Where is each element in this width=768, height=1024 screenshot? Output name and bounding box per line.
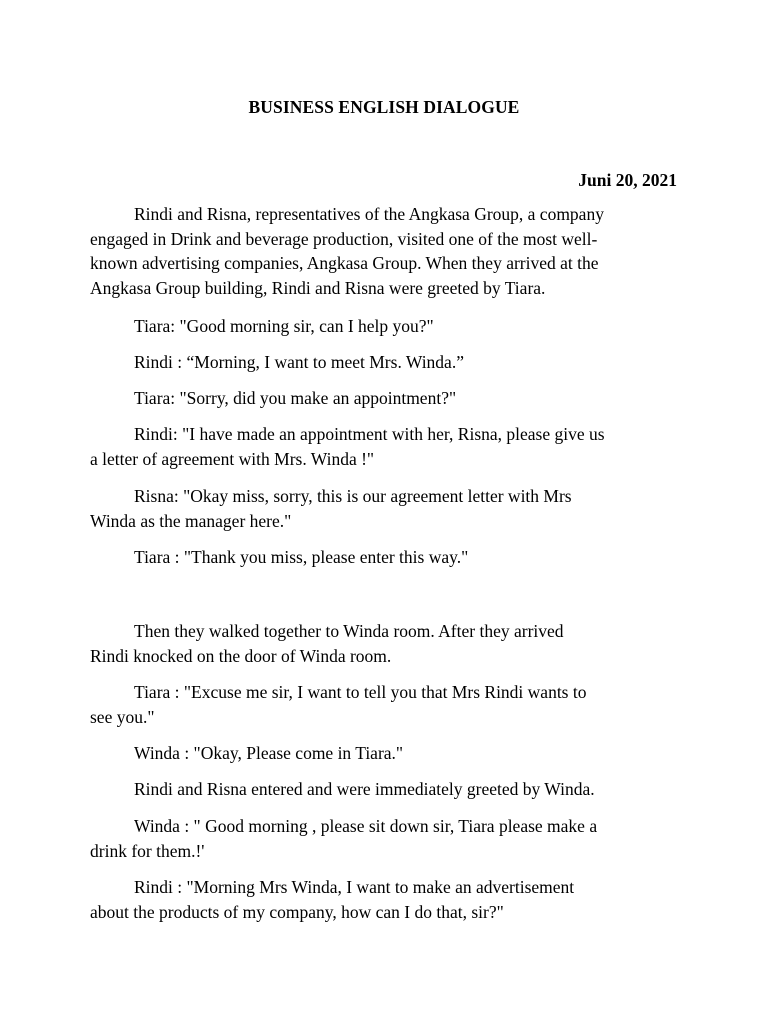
narrative-paragraph <box>90 202 710 300</box>
paragraph-line: Tiara: "Sorry, did you make an appointment?" <box>134 388 457 408</box>
dialogue-line <box>90 545 710 570</box>
paragraph-line: Winda : " Good morning , please sit down sir, Tiara please make a <box>134 816 598 836</box>
document-date: Juni 20, 2021 <box>578 170 677 190</box>
paragraph-line: a letter of agreement with Mrs. Winda !" <box>90 448 375 469</box>
paragraph-line: Winda : "Okay, Please come in Tiara." <box>134 743 404 763</box>
paragraph-line: see you." <box>90 706 155 727</box>
paragraph-line: Tiara: "Good morning sir, can I help you?" <box>134 316 434 336</box>
dialogue-line <box>90 741 710 766</box>
paragraph-line: engaged in Drink and beverage production, visited one of the most well- <box>90 228 598 249</box>
paragraph-line: known advertising companies, Angkasa Group. When they arrived at the <box>90 253 599 273</box>
narrative-paragraph <box>90 619 710 668</box>
paragraph-line: Tiara : "Excuse me sir, I want to tell you that Mrs Rindi wants to <box>134 682 587 702</box>
dialogue-line <box>90 386 710 411</box>
document-title: BUSINESS ENGLISH DIALOGUE <box>248 97 520 117</box>
dialogue-line <box>90 422 710 471</box>
paragraph-line: Tiara : "Thank you miss, please enter this way." <box>134 547 469 567</box>
paragraph-line: Rindi : “Morning, I want to meet Mrs. Winda.” <box>134 352 464 372</box>
paragraph-line: drink for them.!' <box>90 840 205 861</box>
paragraph-line: Rindi and Risna, representatives of the Angkasa Group, a company <box>134 204 604 224</box>
dialogue-line <box>90 350 710 375</box>
paragraph-line: Then they walked together to Winda room. After they arrived <box>134 621 564 641</box>
paragraph-line: Rindi and Risna entered and were immediately greeted by Winda. <box>134 779 595 799</box>
paragraph-line: Rindi knocked on the door of Winda room. <box>90 645 392 666</box>
paragraph-line: Risna: "Okay miss, sorry, this is our agreement letter with Mrs <box>134 486 572 506</box>
paragraph-line: about the products of my company, how can I do that, sir?" <box>90 901 504 922</box>
paragraph-line: Rindi : "Morning Mrs Winda, I want to make an advertisement <box>134 877 575 897</box>
dialogue-line <box>90 814 710 863</box>
dialogue-line <box>90 680 710 729</box>
dialogue-line <box>90 484 710 533</box>
paragraph-line: Rindi: "I have made an appointment with her, Risna, please give us <box>134 424 605 444</box>
paragraph-line: Winda as the manager here." <box>90 510 292 531</box>
paragraph-line: Angkasa Group building, Rindi and Risna were greeted by Tiara. <box>90 277 546 298</box>
dialogue-line <box>90 875 710 924</box>
dialogue-line <box>90 314 710 339</box>
narrative-paragraph <box>90 777 710 802</box>
